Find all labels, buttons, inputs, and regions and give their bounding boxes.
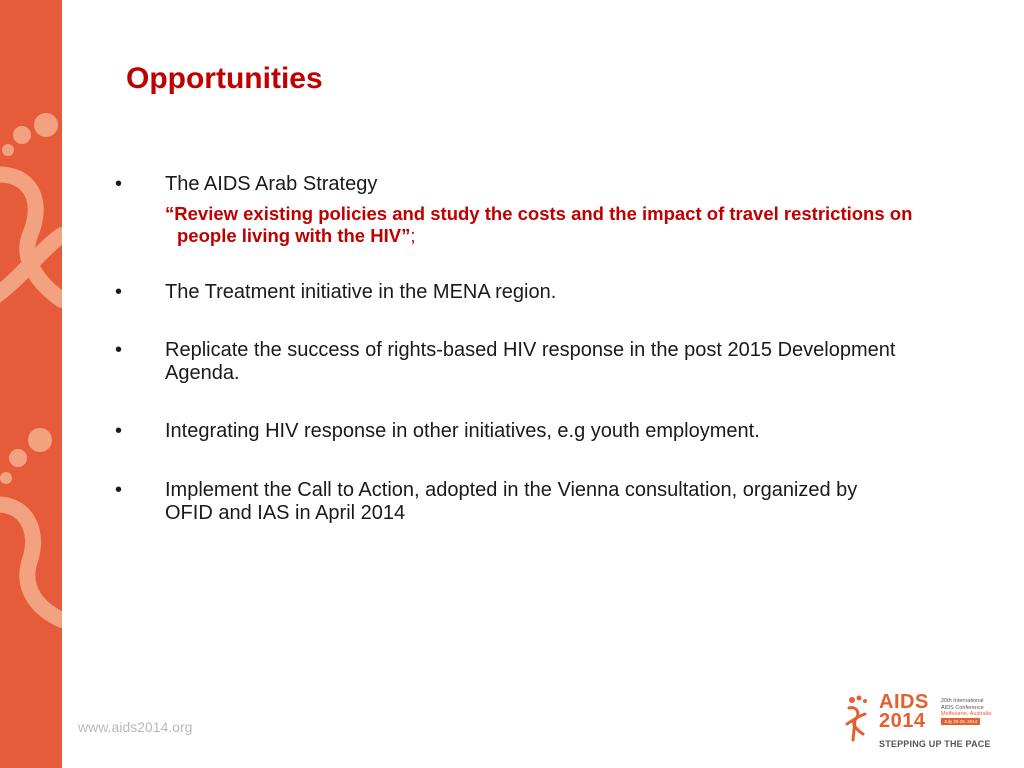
footer-url-link[interactable]: www.aids2014.org [78,719,193,735]
bullet-marker: • [115,479,123,501]
decorative-side-band [0,0,62,768]
bullet-marker: • [115,420,123,442]
aids2014-logo [843,691,1013,754]
logo-city: Melbourne, Australia [941,711,992,717]
logo-conference-line2: AIDS Conference [941,704,984,711]
quote-suffix: ; [410,225,416,246]
bullet-marker: • [115,281,123,303]
logo-year-text: 2014 [879,710,926,732]
bullet-marker: • [115,173,123,195]
logo-conference-line1: 20th International [941,698,984,704]
bullet-text: The Treatment initiative in the MENA region. [165,281,557,303]
slide-title: Opportunities [126,62,323,95]
logo-tagline: STEPPING UP THE PACE [879,739,991,749]
strategy-quote [165,203,947,247]
bullet-text: Implement the Call to Action, adopted in the Vienna consultation, organized by OFID and IAS in April 2014 [165,479,858,524]
logo-dates-badge: July 20-25, 2014 [941,718,980,725]
bullet-text: The AIDS Arab Strategy [165,173,378,195]
logo-figure-icon [843,694,877,744]
logo-conference-info [941,698,1011,718]
bullet-text: Integrating HIV response in other initiatives, e.g youth employment. [165,420,760,442]
logo-aids-text: AIDS [879,691,929,713]
dancing-figure-icon [0,0,62,768]
quote-text: “Review existing policies and study the costs and the impact of travel restrictions on people living with the HIV” [165,203,913,246]
bullet-marker: • [115,339,123,361]
bullet-text: Replicate the success of rights-based HIV response in the post 2015 Development Agenda. [165,339,896,384]
